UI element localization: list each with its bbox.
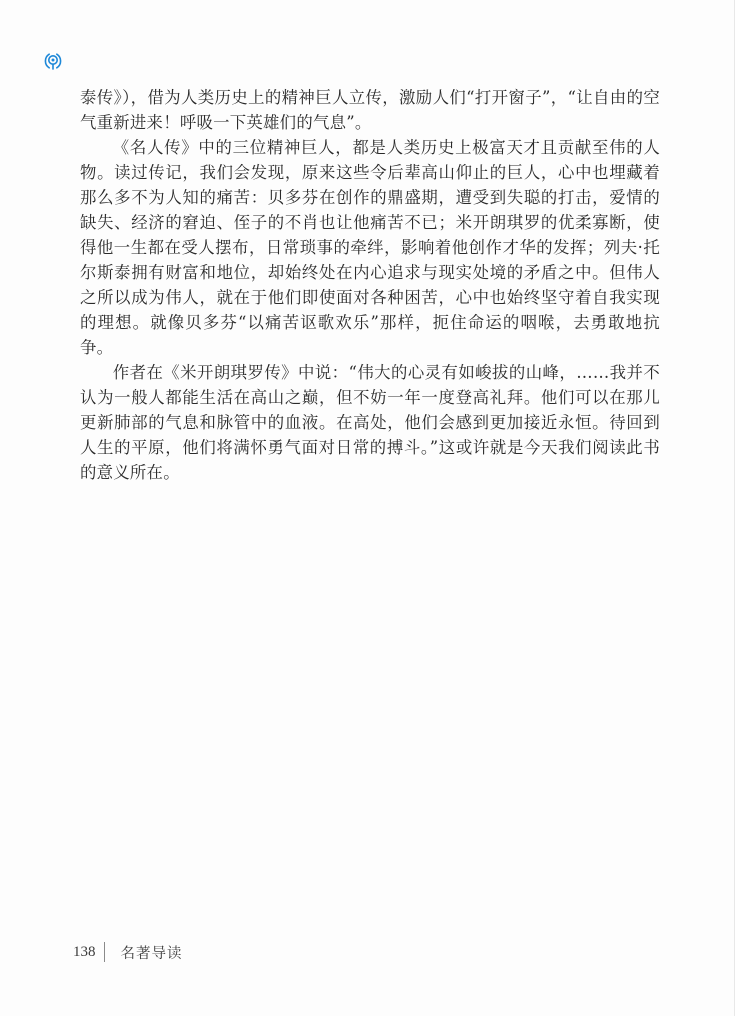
- paragraph-author-quote: 作者在《米开朗琪罗传》中说：“伟大的心灵有如峻拔的山峰，……我并不认为一般人都能生活在高山之巅，但不妨一年一度登高礼拜。他们可以在那儿更新肺部的气息和脉管中的血液。在高处，他们会感到更加接近永恒。待回到人生的平原，他们将满怀勇气面对日常的搏斗。”这或许就是今天我们阅读此书的意义所在。: [80, 363, 660, 482]
- blue-badge-icon: [42, 50, 64, 72]
- book-section-title: 名著导读: [120, 945, 183, 962]
- page-number: 138: [73, 943, 96, 960]
- page-footer: [73, 940, 183, 964]
- paragraph-spiritual-giants: 《名人传》中的三位精神巨人，都是人类历史上极富天才且贡献至伟的人物。读过传记，我们会发现，原来这些令后辈高山仰止的巨人，心中也埋藏着那么多不为人知的痛苦：贝多芬在创作的鼎盛期，遭受到失聪的打击，爱情的缺失、经济的窘迫、侄子的不肖也让他痛苦不已；米开朗琪罗的优柔寡断，使得他一生都在受人摆布，日常琐事的牵绊，影响着他创作才华的发挥；列夫·托尔斯泰拥有财富和地位，却始终处在内心追求与现实处境的矛盾之中。但伟人之所以成为伟人，就在于他们即使面对各种困苦，心中也始终坚守着自我实现的理想。就像贝多芬“以痛苦讴歌欢乐”那样，扼住命运的咽喉，去勇敢地抗争。: [80, 138, 660, 357]
- body-text: [80, 85, 660, 485]
- footer-divider: [104, 942, 105, 962]
- paragraph-continuation: 泰传》），借为人类历史上的精神巨人立传，激励人们“打开窗子”，“让自由的空气重新进来！呼吸一下英雄们的气息”。: [80, 88, 660, 132]
